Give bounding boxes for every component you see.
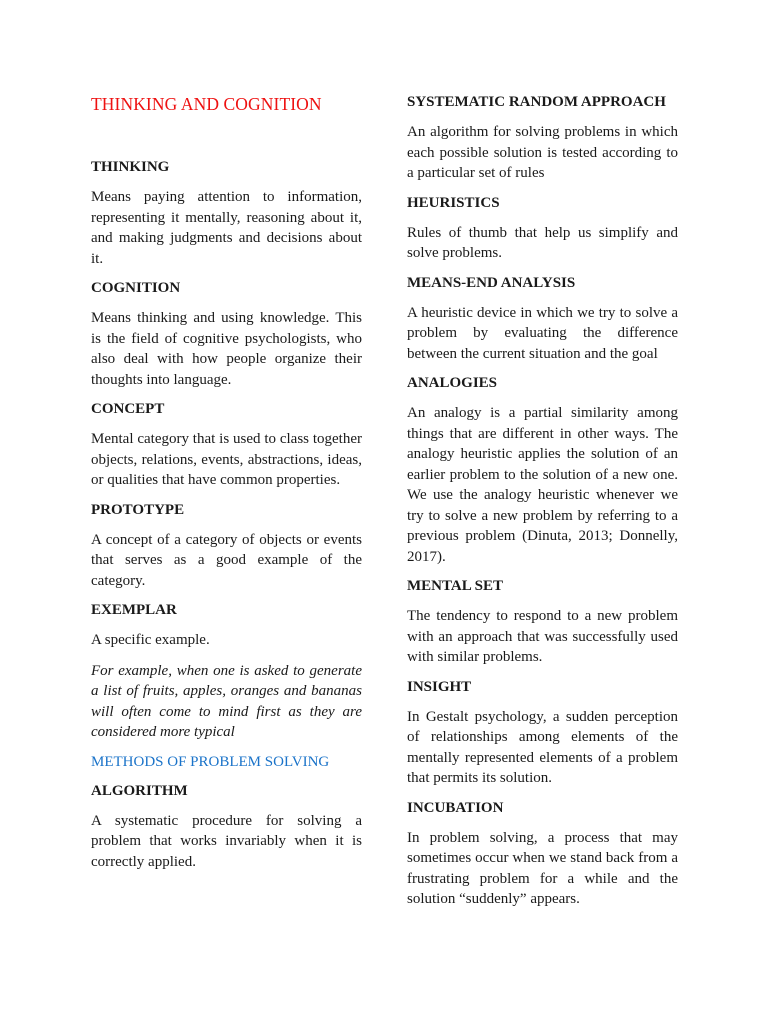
paragraph-mental-set: The tendency to respond to a new problem with an approach that was successfully used with similar problems. <box>407 608 678 665</box>
paragraph-exemplar: A specific example. <box>91 632 210 648</box>
heading-incubation: INCUBATION <box>407 799 504 816</box>
heading-algorithm: ALGORITHM <box>91 782 188 799</box>
heading-mental-set: MENTAL SET <box>407 578 503 594</box>
paragraph-cognition: Means thinking and using knowledge. This is the field of cognitive psychologists, who also deal with how people organize their thoughts into language. <box>91 310 362 388</box>
heading-heuristics: HEURISTICS <box>407 194 500 211</box>
document-title: THINKING AND COGNITION <box>91 94 322 114</box>
paragraph-systematic-random-approach: An algorithm for solving problems in which each possible solution is tested according to a particular set of rules <box>407 124 678 181</box>
paragraph-heuristics: Rules of thumb that help us simplify and solve problems. <box>407 224 678 261</box>
heading-prototype: PROTOTYPE <box>91 501 185 518</box>
paragraph-algorithm: A systematic procedure for solving a problem that works invariably when it is correctly applied. <box>91 812 362 870</box>
heading-analogies: ANALOGIES <box>407 375 498 391</box>
heading-systematic-random-approach: SYSTEMATIC RANDOM APPROACH <box>407 94 666 110</box>
heading-cognition: COGNITION <box>91 280 181 296</box>
paragraph-concept: Mental category that is used to class together objects, relations, events, abstractions, ideas, or qualities that have common properties. <box>91 431 362 488</box>
left-column <box>91 94 362 882</box>
heading-thinking: THINKING <box>91 159 170 175</box>
heading-exemplar: EXEMPLAR <box>91 602 177 618</box>
paragraph-prototype: A concept of a category of objects or events that serves as a good example of the category. <box>91 531 362 589</box>
paragraph-means-end-analysis: A heuristic device in which we try to solve a problem by evaluating the difference between the current situation and the goal <box>407 304 678 362</box>
paragraph-example: For example, when one is asked to generate a list of fruits, apples, oranges and bananas will often come to mind first as they are considered more typical <box>91 662 362 740</box>
heading-insight: INSIGHT <box>407 678 472 695</box>
paragraph-analogies: An analogy is a partial similarity among things that are different in other ways. The analogy heuristic applies the solution of an earlier problem to the solution of a new one. We use the analogy heuristic whenever we try to solve a new problem by referring to a previous problem (Dinuta, 2013; Donnelly, 2017). <box>407 405 678 565</box>
heading-concept: CONCEPT <box>91 401 165 417</box>
paragraph-insight: In Gestalt psychology, a sudden perception of relationships among elements of the mentally represented elements of a problem that permits its solution. <box>407 708 678 786</box>
heading-means-end-analysis: MEANS-END ANALYSIS <box>407 274 576 291</box>
paragraph-thinking: Means paying attention to information, representing it mentally, reasoning about it, and making judgments and decisions about it. <box>91 189 362 267</box>
right-column <box>407 93 678 920</box>
heading-methods-of-problem-solving: METHODS OF PROBLEM SOLVING <box>91 753 330 770</box>
paragraph-incubation: In problem solving, a process that may sometimes occur when we stand back from a frustrating problem for a while and the solution “suddenly” appears. <box>407 829 678 907</box>
